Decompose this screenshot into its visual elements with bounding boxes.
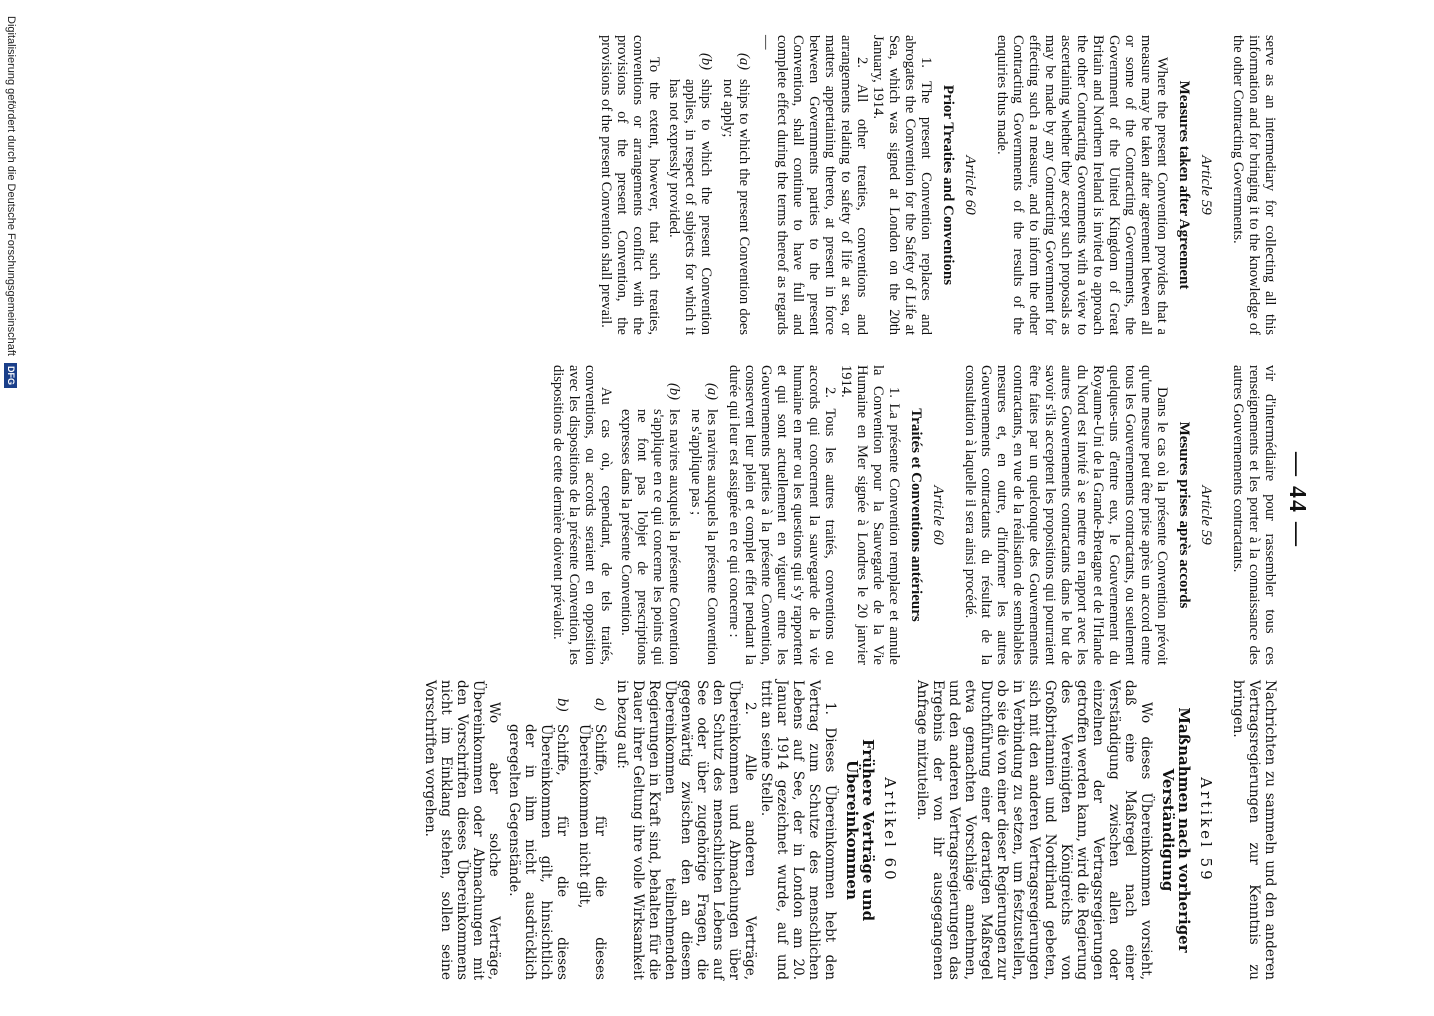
german-intro: Nachrichten zu sammeln und den anderen Vertragsregierungen zur Kenntnis zu bringen. <box>1230 680 1278 980</box>
german-item-a-label: a) <box>592 698 608 712</box>
french-article-59-text: Dans le cas où la présente Convention prévoit qu'une mesure peut être prise après un accord entre tous les Gouvernements contractants, ou seulement quelques-uns d'entre eux, le Gouvernement du Royaume-Uni de la Grande-Bretagne et de l'Irlande du Nord est invité à se mettre en rapport avec les autres Gouvernements contractants dans le but de savoir s'ils acceptent les propositions qui pourraient être faites par un quelconque des Gouvernements contractants, en vue de la réalisation de semblables mesures et, en outre, d'informer les autres Gouvernements contractants du résultat de la consultation à laquelle il sera ainsi procédé. <box>962 365 1170 665</box>
german-article-60-heading <box>844 680 898 980</box>
english-article-60-paragraph-1: 1. The present Convention replaces and abrogates the Convention for the Safety of Life at Sea, which was signed at London on the 20th January, 1914. <box>870 35 934 335</box>
german-article-60-title: Frühere Verträge und Übereinkommen <box>843 738 877 922</box>
digitization-footer <box>0 0 22 1016</box>
french-column <box>550 365 1278 665</box>
english-article-59-number: Article 59 <box>1198 155 1214 215</box>
german-item-b-label: b) <box>554 698 570 712</box>
english-article-60-paragraph-2: 2. All other treaties, conventions and arrangements relating to safety of life at sea, or matters appertaining thereto, at present in force between Governments parties to the present Convention, shall continue to have full and complete effect during the terms thereof as regards— <box>758 35 870 335</box>
french-item-b-label: (b) <box>666 383 682 400</box>
english-column <box>598 35 1278 335</box>
english-article-59-text: Where the present Convention provides that a measure may be taken after agreement between all or some of the Contracting Governments, the Government of the United Kingdom of Great Britain and Northern Ireland is invited to approach the other Contracting Governments with a view to ascertaining whether they accept such proposals as may be made by any Contracting Government for effecting such a measure, and to inform the other Contracting Governments of the results of the enquiries thus made. <box>994 35 1170 335</box>
german-article-59-title: Maßnahmen nach vorheriger Verständigung <box>1159 707 1193 953</box>
german-article-60-number: Artikel 60 <box>881 777 899 883</box>
french-item-b-text: les navires auxquels la présente Convention s'applique en ce qui concerne les points qui ne font pas l'objet de prescriptions expresses dans la présente Convention. <box>618 409 682 665</box>
french-article-60-number: Article 60 <box>930 485 946 545</box>
english-item-a-label: (a) <box>736 53 752 70</box>
french-article-60-title: Traités et Conventions antérieurs <box>908 408 924 622</box>
english-article-59-heading <box>1176 35 1214 335</box>
english-closing-paragraph: To the extent, however, that such treaties, conventions or arrangements conflict with the provisions of the present Convention, the provisions of the present Convention shall prevail. <box>598 35 662 335</box>
french-article-60-paragraph-2: 2. Tous les autres traités, conventions ou accords qui concernent la sauvegarde de la vie humaine en mer ou les questions qui s'y rapportent et qui sont actuellement en vigueur entre les Gouvernements parties à la présente Convention, conservent leur plein et complet effet pendant la durée qui leur est assignée en ce qui concerne : <box>726 365 838 665</box>
french-article-59-number: Article 59 <box>1198 485 1214 545</box>
french-article-60-heading <box>908 365 946 665</box>
german-article-59-heading <box>1160 680 1214 980</box>
french-article-60-paragraph-1: 1. La présente Convention remplace et annule la Convention pour la Sauvegarde de la Vie Humaine en Mer signée à Londres le 20 janvier 1914. <box>838 365 902 665</box>
english-item-b-text: ships to which the present Convention applies, in respect of subjects for which it has not expressly provided. <box>666 79 714 335</box>
french-item-b <box>618 365 682 665</box>
german-article-59-text: Wo dieses Übereinkommen vorsieht, daß eine Maßregel nach einer Verständigung zwischen allen oder einzelnen der Vertragsregierungen getroffen werden kann, wird die Regierung des Vereinigten Königreichs von Großbritannien und Nordirland gebeten, sich mit den anderen Vertragsregierungen in Verbindung zu setzen, um festzustellen, ob sie die von einer dieser Regierungen zur Durchführung einer derartigen Maßregel etwa gemachten Vorschläge annehmen, und den anderen Vertragsregierungen das Ergebnis der von ihr ausgegangenen Anfrage mitzuteilen. <box>914 680 1154 980</box>
french-closing-paragraph: Au cas où, cependant, de tels traités, conventions, ou accords seraient en opposition avec les dispositions de la présente Convention, les dispositions de cette dernière doivent prévaloir. <box>550 365 614 665</box>
footer-text: Digitalisierung gefördert durch die Deutsche Forschungsgemeinschaft <box>5 16 17 356</box>
english-intro: serve as an intermediary for collecting all this information and for bringing it to the knowledge of the other Contracting Governments. <box>1230 35 1278 335</box>
german-article-59-number: Artikel 59 <box>1197 777 1215 883</box>
german-item-b-text: Schiffe, für die dieses Übereinkommen gilt, hinsichtlich der in ihm nicht ausdrücklich geregelten Gegenstände. <box>506 724 570 980</box>
french-item-a-text: les navires auxquels la présente Convention ne s'applique pas ; <box>688 409 720 665</box>
english-article-60-heading <box>940 35 978 335</box>
english-item-a-text: ships to which the present Convention does not apply; <box>720 79 752 335</box>
dfg-logo: DFG <box>4 363 17 388</box>
french-article-59-title: Mesures prises après accords <box>1176 421 1192 609</box>
german-article-60-paragraph-2: 2. Alle anderen Verträge, Übereinkommen und Abmachungen über den Schutz des menschlichen Lebens auf See oder über zugehörige Fragen, die gegenwärtig zwischen den an diesem Übereinkommen teilnehmenden Regierungen in Kraft sind, behalten für die Dauer ihrer Geltung ihre volle Wirksamkeit in bezug auf: <box>614 680 758 980</box>
german-article-60-paragraph-1: 1. Dieses Übereinkommen hebt den Vertrag zum Schutze des menschlichen Lebens auf See, der in London am 20. Januar 1914 gezeichnet wurde, auf und tritt an seine Stelle. <box>758 680 838 980</box>
english-article-60-title: Prior Treaties and Conventions <box>940 84 956 286</box>
german-item-a-text: Schiffe, für die dieses Übereinkommen nicht gilt, <box>576 724 608 980</box>
english-article-59-title: Measures taken after Agreement <box>1176 80 1192 290</box>
french-intro: vir d'intermédiaire pour rassembler tous ces renseignements et les porter à la connaissance des autres Gouvernements contractants. <box>1230 365 1278 665</box>
german-item-a <box>576 680 608 980</box>
english-article-60-number: Article 60 <box>962 155 978 215</box>
german-item-b <box>506 680 570 980</box>
english-item-a <box>720 35 752 335</box>
page-number: — 44 — <box>1284 452 1310 548</box>
french-item-a <box>688 365 720 665</box>
english-item-b <box>666 35 714 335</box>
german-column <box>422 680 1278 980</box>
french-item-a-label: (a) <box>704 383 720 400</box>
french-article-59-heading <box>1176 365 1214 665</box>
english-item-b-label: (b) <box>698 53 714 70</box>
german-closing-paragraph: Wo aber solche Verträge, Übereinkommen oder Abmachungen mit den Vorschriften dieses Übereinkommens nicht im Einklang stehen, sollen seine Vorschriften vorgehen. <box>422 680 502 980</box>
